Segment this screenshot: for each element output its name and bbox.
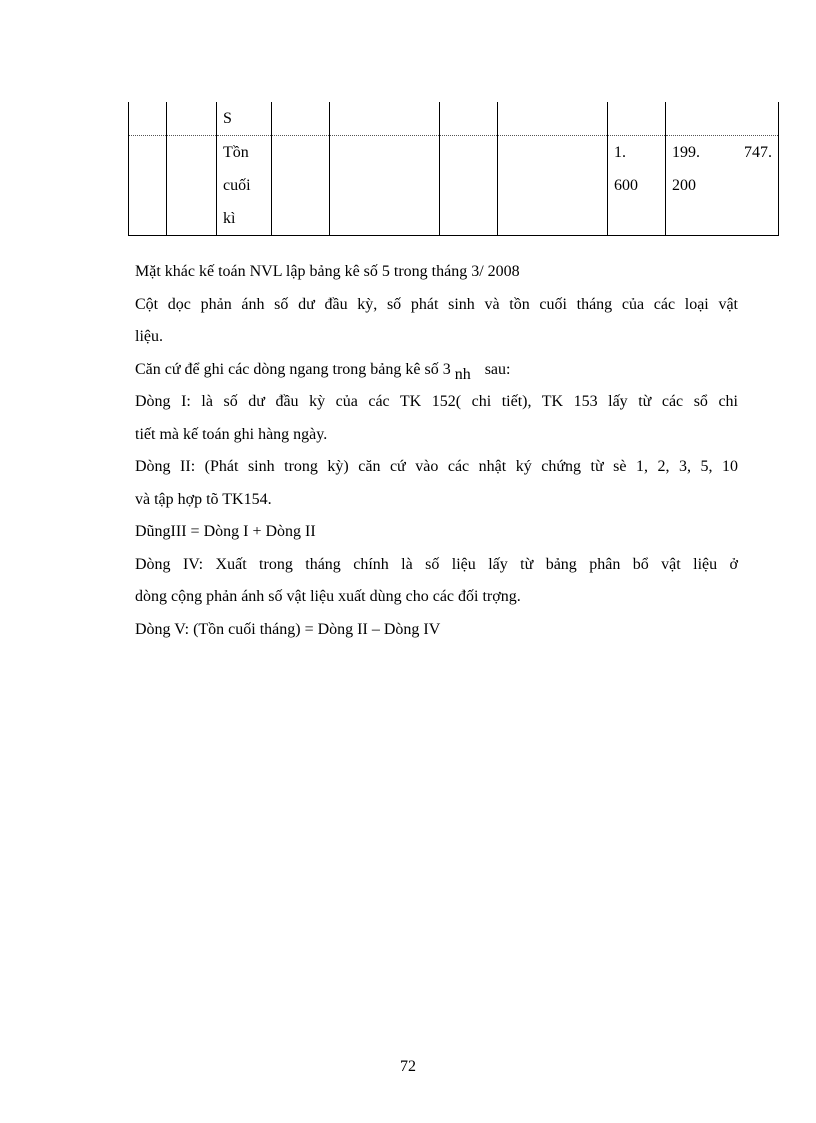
table-cell-label: S: [217, 102, 272, 136]
table-cell: [167, 102, 217, 136]
label-line: cuối: [223, 177, 251, 194]
paragraph-line: Dòng V: (Tồn cuối tháng) = Dòng II – Dòng IV: [135, 620, 441, 638]
paragraph-line: và tập hợp tõ TK154.: [135, 490, 272, 508]
subscript-text: nh: [454, 365, 471, 383]
table-cell-amount: [666, 136, 779, 236]
paragraph-line: tiết mà kế toán ghi hàng ngày.: [135, 425, 328, 443]
table-cell: [330, 102, 440, 136]
table-cell: [272, 102, 330, 136]
inventory-table-fragment: [128, 102, 779, 236]
paragraph-line: [135, 354, 738, 387]
table-cell-label: [217, 136, 272, 236]
label-line: Tồn: [223, 144, 249, 161]
quantity-line: 600: [614, 177, 638, 194]
table-cell: [272, 136, 330, 236]
table-cell: [608, 102, 666, 136]
amount-line: 200: [672, 177, 696, 194]
label-line: kì: [223, 210, 236, 227]
page-number: 72: [400, 1058, 416, 1075]
table-cell: [440, 136, 498, 236]
table-cell: [498, 102, 608, 136]
table-cell: [330, 136, 440, 236]
table-cell: [167, 136, 217, 236]
text-span: sau:: [484, 360, 511, 378]
paragraph-line: dòng cộng phản ánh số vật liệu xuất dùng cho các đối trợng.: [135, 588, 521, 605]
table-row: [129, 136, 779, 236]
paragraph-line: Dòng II: (Phát sinh trong kỳ) căn cứ vào các nhật ký chứng từ sè 1, 2, 3, 5, 10: [135, 458, 738, 475]
table-cell: [129, 136, 167, 236]
paragraph-line: liệu.: [135, 328, 163, 345]
table-cell: [440, 102, 498, 136]
paragraph-line: Cột dọc phản ánh số dư đầu kỳ, số phát sinh và tồn cuối tháng của các loại vật: [135, 295, 738, 313]
paragraph-line: DũngIII = Dòng I + Dòng II: [135, 523, 316, 540]
text-span: Căn cứ để ghi các dòng ngang trong bảng kê số 3: [135, 360, 451, 378]
table-cell: [666, 102, 779, 136]
table-row: [129, 102, 779, 136]
amount-part: 747.: [744, 144, 772, 161]
paragraph-line: Dòng IV: Xuất trong tháng chính là số liệu lấy từ bảng phân bổ vật liệu ở: [135, 555, 738, 573]
amount-line: [672, 136, 772, 169]
table-cell: [129, 102, 167, 136]
body-text: [135, 256, 738, 646]
amount-part: 199.: [672, 144, 700, 161]
paragraph-line: Mặt khác kế toán NVL lập bảng kê số 5 trong tháng 3/ 2008: [135, 263, 520, 280]
table-cell-quantity: [608, 136, 666, 236]
paragraph-line: Dòng I: là số dư đầu kỳ của các TK 152( chi tiết), TK 153 lấy từ các sổ chi: [135, 393, 738, 410]
table-cell: [498, 136, 608, 236]
quantity-line: 1.: [614, 144, 626, 161]
